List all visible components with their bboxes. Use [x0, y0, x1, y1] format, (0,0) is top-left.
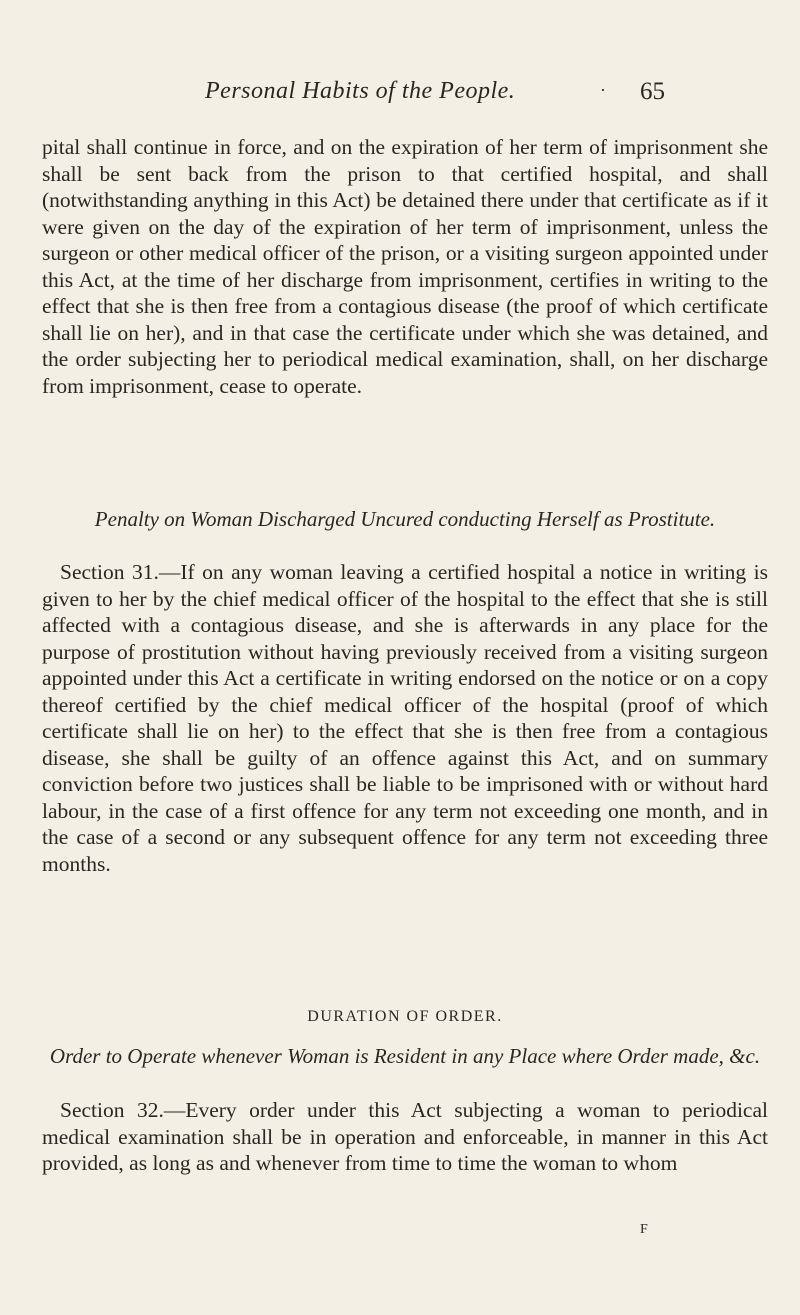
section-31-text: Section 31.—If on any woman leaving a certified hospital a notice in writing is given to her by the chief medical officer of the hospital to the effect that she is still affected with a contagious disease, and she is afterwards in any place for the purpose of prostitution without having previously received from a visiting surgeon appointed under this Act a certificate in writing endorsed on the notice or on a copy thereof certified by the chief medical officer of the hospital (proof of which certificate shall lie on her) to the effect that she is then free from a contagious disease, she shall be guilty of an offence against this Act, and on summary conviction before two justices shall be liable to be imprisoned with or without hard labour, in the case of a first offence for any term not exceeding one month, and in the case of a second or any subsequent offence for any term not exceeding three months. [42, 560, 768, 876]
signature-mark: F [640, 1222, 648, 1237]
paragraph-text: pital shall continue in force, and on the expiration of her term of imprisonment she shall be sent back from the prison to that certified hospital, and shall (notwithstanding anything in this Act) be detained there under that certificate as if it were given on the day of the expiration of her term of imprisonment, unless the surgeon or other medical officer of the prison, or a visiting surgeon appointed under this Act, at the time of her discharge from imprisonment, certifies in writing to the effect that she is then free from a contagious disease (the proof of which certificate shall lie on her), and in that case the certificate under which she was detained, and the order subjecting her to periodical medical examination, shall, on her discharge from imprisonment, cease to operate. [42, 135, 768, 398]
paragraph-continuation [42, 134, 768, 399]
section-32-paragraph [42, 1097, 768, 1177]
section-31-paragraph [42, 559, 768, 877]
section-31-heading: Penalty on Woman Discharged Uncured conducting Herself as Prostitute. [94, 507, 716, 531]
duration-heading: DURATION OF ORDER. [307, 1008, 503, 1025]
page-number: 65 [640, 78, 665, 105]
section-32-text: Section 32.—Every order under this Act subjecting a woman to periodical medical examination shall be in operation and enforceable, in manner in this Act provided, as long as and whenever from time to time the woman to whom [42, 1098, 768, 1175]
separator-dot: · [600, 80, 606, 100]
section-32-heading: Order to Operate whenever Woman is Resident in any Place where Order made, &c. [49, 1044, 761, 1068]
running-title: Personal Habits of the People. [205, 78, 516, 104]
